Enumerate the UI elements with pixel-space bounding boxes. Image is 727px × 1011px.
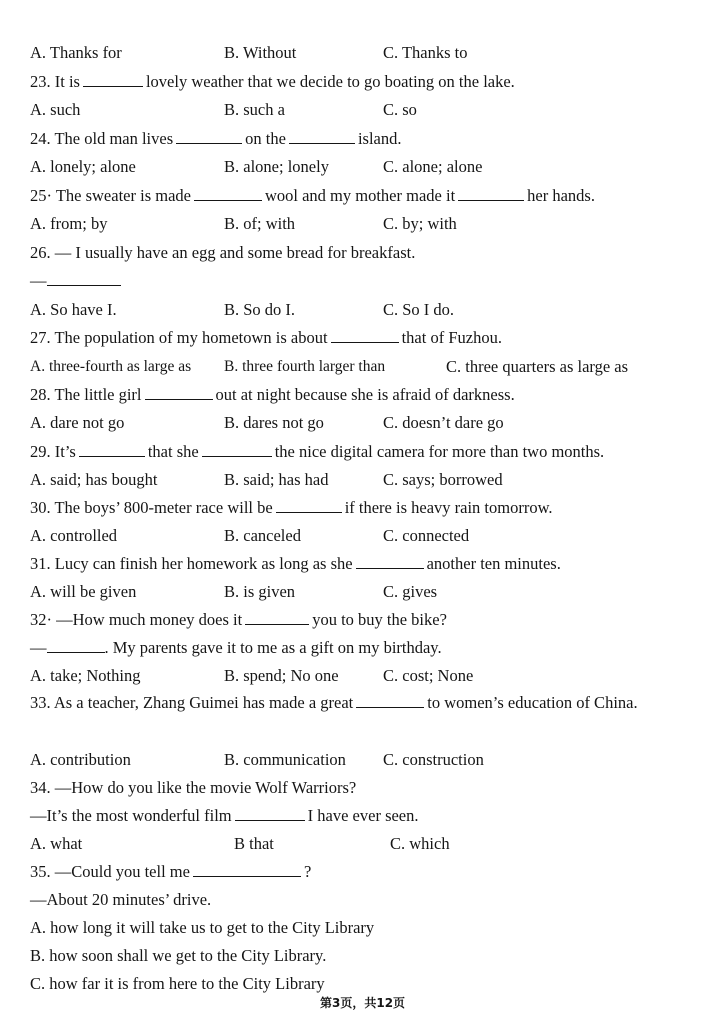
q25-stem-pre: 25· The sweater is made	[30, 186, 191, 205]
q28-stem-post: out at night because she is afraid of darkness.	[215, 385, 515, 404]
q24-option-a: A. lonely; alone	[30, 157, 136, 176]
q29-stem	[30, 441, 604, 463]
q29-blank-1	[79, 442, 145, 457]
q26-option-c: C. So I do.	[383, 300, 455, 319]
q30-option-b: B. canceled	[224, 526, 301, 545]
q31-option-a: A. will be given	[30, 582, 137, 601]
q29-stem-pre: 29. It’s	[30, 442, 76, 461]
q28-blank	[145, 385, 213, 400]
q31-stem-post: another ten minutes.	[426, 554, 561, 573]
q28-option-b: B. dares not go	[224, 413, 324, 432]
q29-option-a: A. said; has bought	[30, 470, 158, 489]
q23-stem-post: lovely weather that we decide to go boating on the lake.	[145, 72, 515, 91]
q32-option-b: B. spend; No one	[224, 666, 339, 685]
q33-option-b: B. communication	[224, 750, 346, 769]
q22-option-b: B. Without	[224, 43, 297, 62]
q29-option-b: B. said; has had	[224, 470, 329, 489]
q30-stem-post: if there is heavy rain tomorrow.	[344, 498, 553, 517]
q35-stem	[30, 861, 311, 883]
q32-stem	[30, 609, 447, 631]
q34-stem: 34. —How do you like the movie Wolf Warriors?	[30, 778, 357, 797]
q23-option-a: A. such	[30, 100, 81, 119]
q33-option-c: C. construction	[383, 750, 484, 769]
q30-option-c: C. connected	[383, 526, 470, 545]
q24-stem	[30, 128, 401, 150]
q33-blank	[356, 693, 424, 708]
q26-reply	[30, 270, 124, 292]
q29-blank-2	[202, 442, 272, 457]
q34-reply-post: I have ever seen.	[307, 806, 419, 825]
q35-stem-post: ?	[303, 862, 312, 881]
q35-blank	[193, 862, 301, 877]
q35-option-c: C. how far it is from here to the City Library	[30, 974, 325, 993]
q32-stem-post: you to buy the bike?	[312, 610, 447, 629]
q26-blank	[47, 271, 121, 286]
q35-answer: —About 20 minutes’ drive.	[30, 890, 212, 909]
q33-option-a: A. contribution	[30, 750, 131, 769]
q29-option-c: C. says; borrowed	[383, 470, 503, 489]
q33-stem-post: to women’s education of China.	[427, 693, 638, 712]
q25-option-b: B. of; with	[224, 214, 296, 233]
q27-blank	[331, 328, 399, 343]
q22-option-c: C. Thanks to	[383, 43, 468, 62]
q32-reply-text: . My parents gave it to me as a gift on my birthday.	[104, 638, 442, 657]
q24-blank-1	[176, 129, 242, 144]
q32-reply	[30, 637, 442, 659]
q31-stem-pre: 31. Lucy can finish her homework as long as she	[30, 554, 353, 573]
q23-stem-pre: 23. It is	[30, 72, 80, 91]
q34-blank	[235, 806, 305, 821]
q27-stem-post: that of Fuzhou.	[401, 328, 502, 347]
q27-option-c: C. three quarters as large as	[446, 357, 629, 376]
q24-option-b: B. alone; lonely	[224, 157, 329, 176]
q33-stem-pre: 33. As a teacher, Zhang Guimei has made a great	[30, 693, 354, 712]
q33-stem	[30, 689, 710, 717]
q29-stem-post: the nice digital camera for more than two months.	[274, 442, 605, 461]
q35-option-a: A. how long it will take us to get to the City Library	[30, 918, 375, 937]
q26-stem: 26. — I usually have an egg and some bread for breakfast.	[30, 243, 416, 262]
q30-option-a: A. controlled	[30, 526, 118, 545]
q28-stem-pre: 28. The little girl	[30, 385, 142, 404]
q31-option-c: C. gives	[383, 582, 438, 601]
q28-stem	[30, 384, 515, 406]
q29-stem-mid: that she	[147, 442, 199, 461]
q23-option-b: B. such a	[224, 100, 285, 119]
q24-stem-mid: on the	[245, 129, 286, 148]
q25-option-c: C. by; with	[383, 214, 457, 233]
q30-blank	[276, 498, 342, 513]
q24-blank-2	[289, 129, 355, 144]
q26-option-a: A. So have I.	[30, 300, 117, 319]
q32-option-a: A. take; Nothing	[30, 666, 141, 685]
q31-stem	[30, 553, 561, 575]
q25-stem-mid: wool and my mother made it	[264, 186, 456, 205]
q31-option-b: B. is given	[224, 582, 296, 601]
q27-option-a: A. three-fourth as large as	[30, 358, 192, 375]
q34-option-a: A. what	[30, 834, 83, 853]
q25-blank-1	[194, 186, 262, 201]
q34-option-c: C. which	[390, 834, 450, 853]
q34-option-b: B that	[234, 834, 274, 853]
q25-blank-2	[458, 186, 524, 201]
q24-stem-post: island.	[357, 129, 402, 148]
q32-blank-1	[245, 610, 309, 625]
q31-blank	[356, 554, 424, 569]
q34-reply	[30, 805, 419, 827]
q32-option-c: C. cost; None	[383, 666, 474, 685]
q28-option-c: C. doesn’t dare go	[383, 413, 504, 432]
q23-blank	[83, 72, 143, 87]
q32-dash: —	[30, 638, 47, 657]
q32-blank-2	[47, 638, 105, 653]
q26-option-b: B. So do I.	[224, 300, 296, 319]
q25-stem-post: her hands.	[527, 186, 595, 205]
q23-stem	[30, 71, 515, 93]
q34-reply-pre: —It’s the most wonderful film	[30, 806, 232, 825]
q27-stem-pre: 27. The population of my hometown is about	[30, 328, 328, 347]
q35-stem-pre: 35. —Could you tell me	[30, 862, 190, 881]
q27-stem	[30, 327, 502, 349]
q30-stem	[30, 497, 553, 519]
page-footer: 第3页，共12页	[320, 996, 406, 1010]
q30-stem-pre: 30. The boys’ 800-meter race will be	[30, 498, 273, 517]
q22-option-a: A. Thanks for	[30, 43, 122, 62]
q23-option-c: C. so	[383, 100, 417, 119]
q27-option-b: B. three fourth larger than	[224, 358, 386, 375]
q24-option-c: C. alone; alone	[383, 157, 483, 176]
q25-option-a: A. from; by	[30, 214, 108, 233]
q28-option-a: A. dare not go	[30, 413, 125, 432]
q35-option-b: B. how soon shall we get to the City Library.	[30, 946, 327, 965]
q26-dash: —	[30, 271, 47, 290]
q24-stem-pre: 24. The old man lives	[30, 129, 174, 148]
q25-stem	[30, 185, 595, 207]
q32-stem-pre: 32· —How much money does it	[30, 610, 243, 629]
